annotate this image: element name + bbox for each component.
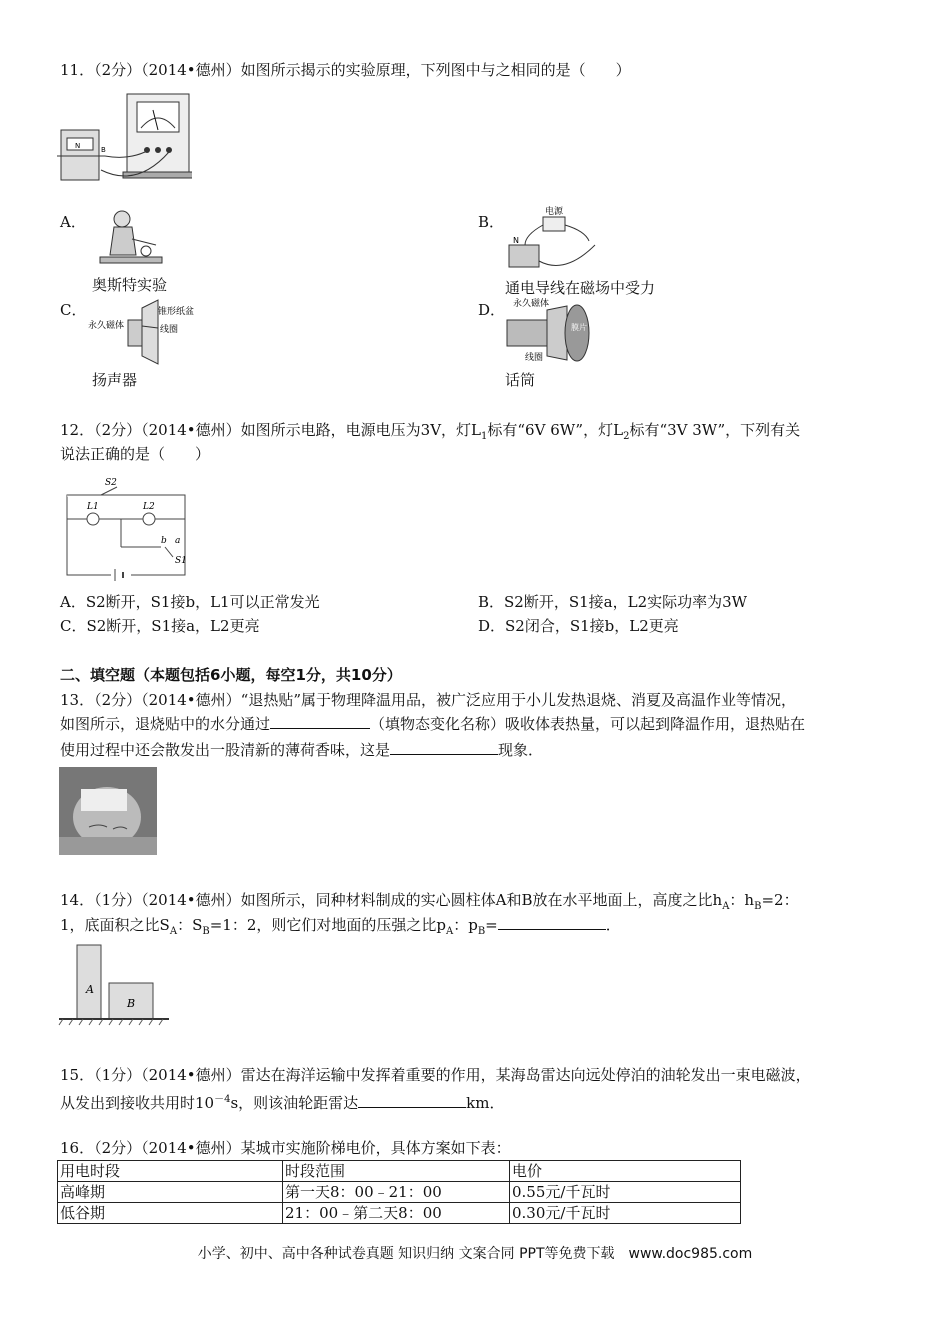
q12-s1-label: S1	[175, 556, 187, 566]
q11-option-c-speaker-figure	[88, 298, 203, 368]
table-header-row	[58, 1161, 741, 1182]
q13-line2: 如图所示，退烧贴中的水分通过 （填物态变化名称）吸收体表热量，可以起到降温作用，退热贴在	[60, 715, 806, 733]
q11-d-membrane-label: 膜片	[571, 323, 587, 332]
q14-fig-b-label: B	[127, 997, 136, 1010]
q11-option-b-letter: B．	[478, 213, 505, 231]
q11-c-coil-label: 线圈	[160, 325, 179, 335]
q11-galvanometer-figure	[57, 90, 192, 195]
table-header-cell: 电价	[510, 1161, 741, 1182]
q11-d-magnet-label: 永久磁体	[513, 299, 550, 309]
q11-option-c-letter: C．	[60, 301, 87, 319]
q11-c-cone-label: 锥形纸盆	[158, 307, 195, 317]
q15-blank[interactable]	[358, 1093, 466, 1108]
q12-stem-line2: 说法正确的是（ ）	[60, 445, 211, 463]
q12-stem-line1: 12．（2分）（2014•德州）如图所示电路，电源电压为3V，灯$L_1$标有“6V 6W”，灯$L_2$标有“3V 3W”，下列有关	[60, 421, 801, 442]
q11-option-d-caption: 话筒	[505, 371, 536, 389]
q12-option-b: B．S2断开，S1接a，L2实际功率为3W	[478, 593, 748, 611]
q11-b-power-label: 电源	[545, 207, 564, 217]
q13-blank-1[interactable]	[270, 714, 370, 729]
q14-cylinders-figure	[57, 943, 172, 1028]
q11-d-coil-label: 线圈	[525, 353, 544, 363]
q15-line2: 从发出到接收共用时$10^{-4}s$，则该油轮距雷达 km．	[60, 1094, 505, 1112]
table-cell: 高峰期	[58, 1182, 283, 1203]
q11-b-n-label: N	[513, 236, 519, 245]
q11-option-a-caption: 奥斯特实验	[92, 276, 168, 294]
q13-line3: 使用过程中还会散发出一股清新的薄荷香味，这是 现象．	[60, 741, 544, 759]
q11-option-d-letter: D．	[478, 301, 506, 319]
table-header-cell: 用电时段	[58, 1161, 283, 1182]
q12-s2-label: S2	[105, 478, 117, 488]
q11-option-d-microphone-figure	[505, 296, 593, 368]
table-cell: 第一天8：00﹣21：00	[283, 1182, 510, 1203]
q12-option-c: C．S2断开，S1接a，L2更亮	[60, 617, 260, 635]
table-cell: 21：00﹣第二天8：00	[283, 1203, 510, 1224]
table-cell: 0.55元/千瓦时	[510, 1182, 741, 1203]
section2-title: 二、填空题（本题包括6小题，每空1分，共10分）	[60, 666, 402, 684]
q12-b-label: b	[161, 536, 167, 546]
table-row	[58, 1182, 741, 1203]
q12-circuit-diagram	[57, 473, 197, 583]
q15-line1: 15．（1分）（2014•德州）雷达在海洋运输中发挥着重要的作用，某海岛雷达向远处停泊的油轮发出一束电磁波，	[60, 1066, 811, 1084]
svg-text:B: B	[101, 146, 106, 154]
table-cell: 0.30元/千瓦时	[510, 1203, 741, 1224]
q11-option-a-oersted-image	[92, 205, 170, 277]
q14-line1: 14．（1分）（2014•德州）如图所示，同种材料制成的实心圆柱体A和B放在水平地面上，高度之比$h_A$：$h_B=2$：	[60, 891, 799, 912]
q13-blank-2[interactable]	[390, 740, 498, 755]
q14-line2: 1，底面积之比$S_A$：$S_B=1$：2，则它们对地面的压强之比$p_A$：$p_B=$ ．	[60, 916, 621, 937]
q11-option-a-letter: A．	[60, 213, 86, 231]
q11-c-magnet-label: 永久磁体	[88, 321, 125, 331]
q12-l2-label: L2	[143, 502, 155, 512]
q12-option-d: D．S2闭合，S1接b，L2更亮	[478, 617, 679, 635]
q11-stem: 11．（2分）（2014•德州）如图所示揭示的实验原理，下列图中与之相同的是（ ）	[60, 61, 631, 79]
q12-l1-label: L1	[87, 502, 99, 512]
q14-blank[interactable]	[498, 915, 606, 930]
q11-option-b-caption: 通电导线在磁场中受力	[505, 279, 656, 297]
q12-option-a: A．S2断开，S1接b，L1可以正常发光	[60, 593, 320, 611]
svg-text:N: N	[75, 142, 81, 150]
q13-line1: 13．（2分）（2014•德州）“退热贴”属于物理降温用品，被广泛应用于小儿发热退烧、消夏及高温作业等情况，	[60, 691, 796, 709]
q11-option-c-caption: 扬声器	[92, 371, 138, 389]
q11-option-b-figure	[505, 205, 605, 277]
table-row	[58, 1203, 741, 1224]
q13-child-photo	[59, 767, 157, 855]
page-footer: 小学、初中、高中各种试卷真题 知识归纳 文案合同 PPT等免费下载 www.doc985.com	[197, 1246, 753, 1262]
q14-fig-a-label: A	[86, 983, 94, 996]
q12-a-label: a	[175, 536, 181, 546]
q16-price-table	[57, 1160, 741, 1224]
q16-stem: 16．（2分）（2014•德州）某城市实施阶梯电价，具体方案如下表：	[60, 1139, 511, 1157]
table-cell: 低谷期	[58, 1203, 283, 1224]
table-header-cell: 时段范围	[283, 1161, 510, 1182]
